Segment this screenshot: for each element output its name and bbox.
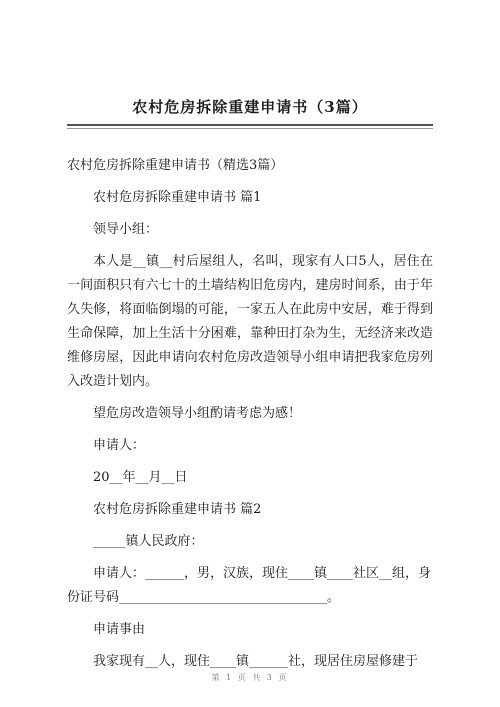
title-rule-thin bbox=[67, 128, 433, 129]
applicant-line: 份证号码________________________________。 bbox=[67, 590, 341, 605]
document-heading: 农村危房拆除重建申请书（精选3篇） bbox=[67, 158, 284, 173]
paragraph-line: 本人是__镇__村后屋组人，名叫，现家有人口5人，居住在 bbox=[93, 254, 433, 269]
applicant-label: 申请人： bbox=[93, 438, 146, 453]
page-footer: 第 1 页 共 3 页 bbox=[211, 673, 289, 682]
document-title: 农村危房拆除重建申请书（3篇） bbox=[132, 98, 368, 116]
document-body bbox=[67, 154, 433, 674]
paragraph-2: 望危房改造领导小组酌请考虑为感！ bbox=[93, 406, 302, 421]
town-government: _____镇人民政府： bbox=[93, 534, 204, 549]
paragraph-line: 入改造计划内。 bbox=[67, 374, 159, 389]
applicant-info bbox=[67, 562, 433, 610]
article1-title: 农村危房拆除重建申请书 篇1 bbox=[93, 190, 262, 205]
paragraph-1 bbox=[67, 250, 433, 394]
paragraph-line: 一间面积只有六七十的土墙结构旧危房内，建房时间系，由于年 bbox=[67, 278, 433, 293]
article2-title: 农村危房拆除重建申请书 篇2 bbox=[93, 502, 262, 517]
applicant-line: 申请人：______，男，汉族，现住____镇____社区__组，身 bbox=[93, 566, 432, 581]
greeting: 领导小组： bbox=[93, 222, 159, 237]
paragraph-line: 维修房屋，因此申请向农村危房改造领导小组申请把我家危房列 bbox=[67, 350, 433, 365]
title-rule bbox=[67, 124, 433, 126]
date-line: 20__年__月__日 bbox=[93, 470, 188, 485]
paragraph-line: 久失修，将面临倒塌的可能，一家五人在此房中安居，难于得到 bbox=[67, 302, 433, 317]
reason-heading: 申请事由 bbox=[93, 622, 146, 637]
paragraph-line: 生命保障，加上生活十分困难，靠种田打杂为生，无经济来改造 bbox=[67, 326, 433, 341]
reason-line: 我家现有__人，现住____镇______社，现居住房屋修建于 bbox=[93, 654, 419, 669]
